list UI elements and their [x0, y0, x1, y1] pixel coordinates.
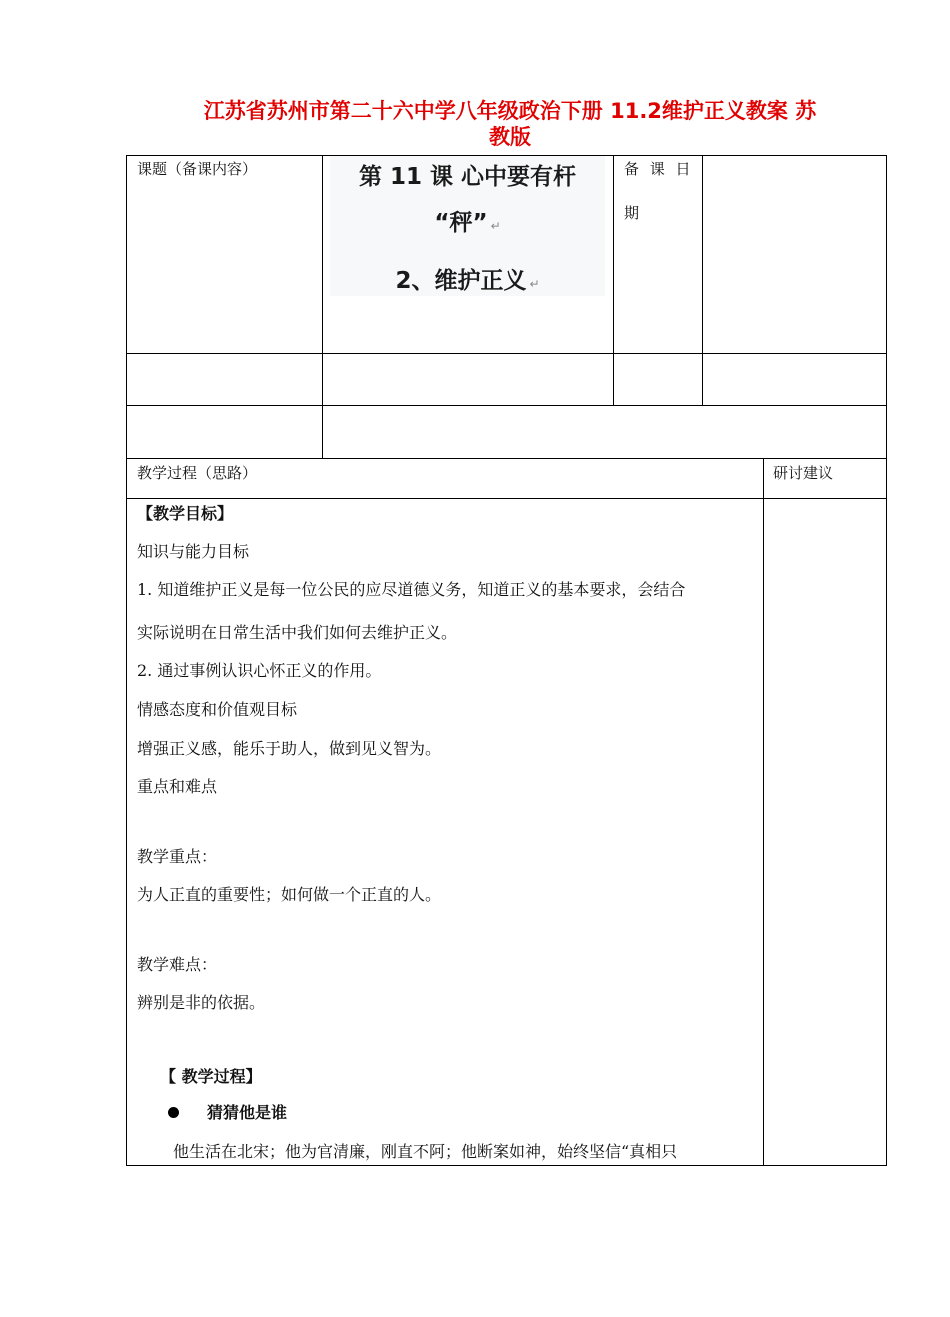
key-point-label: 教学重点：: [137, 847, 218, 866]
title-line-1: 江苏省苏州市第二十六中学八年级政治下册 11.2维护正义教案 苏: [203, 99, 817, 123]
table-rule: [126, 405, 887, 406]
bullet-icon: [168, 1107, 179, 1118]
objective-item-1-cont: 实际说明在日常生活中我们如何去维护正义。: [137, 623, 458, 642]
banner-line-1: [330, 162, 605, 192]
objective-item-2: 2. 通过事例认识心怀正义的作用。: [137, 661, 382, 680]
emotion-text: 增强正义感，能乐于助人，做到见义智为。: [137, 739, 442, 758]
table-rule: [126, 353, 887, 354]
banner-quote: “秤”: [434, 210, 488, 236]
difficult-point-label: 教学难点：: [137, 955, 218, 974]
banner-line-3: [330, 266, 605, 299]
banner-lesson-title: 第 11 课 心中要有杆: [358, 164, 577, 190]
table-border-bottom: [126, 1165, 887, 1166]
banner-line-2: [330, 208, 605, 241]
difficult-point-text: 辨别是非的依据。: [137, 993, 266, 1012]
title-line-2: 教版: [489, 125, 531, 149]
knowledge-heading: 知识与能力目标: [137, 542, 250, 561]
topic-label: 课题（备课内容）: [137, 160, 258, 178]
table-rule: [702, 155, 703, 405]
guess-heading: 猜猜他是谁: [207, 1103, 288, 1122]
table-rule: [613, 155, 614, 405]
story-text: 他生活在北宋；他为官清廉，刚直不阿；他断案如神，始终坚信“真相只: [173, 1142, 678, 1161]
lesson-title-banner: [330, 156, 605, 296]
key-difficult-heading: 重点和难点: [137, 777, 218, 796]
return-mark-icon: ↵: [529, 277, 540, 291]
return-mark-icon: ↵: [490, 219, 501, 233]
emotion-heading: 情感态度和价值观目标: [137, 700, 298, 719]
objective-item-1: 1. 知道维护正义是每一位公民的应尽道德义务，知道正义的基本要求，会结合: [137, 580, 686, 599]
table-border-right: [886, 155, 887, 1166]
objectives-heading: 【教学目标】: [137, 504, 234, 523]
prep-date-label-2: 期: [624, 204, 640, 222]
process-header: 教学过程（思路）: [137, 464, 258, 482]
table-rule: [322, 155, 323, 458]
table-rule: [763, 458, 764, 1166]
suggestion-header: 研讨建议: [773, 464, 834, 482]
prep-date-label: 备 课 日: [624, 160, 694, 178]
table-border-left: [126, 155, 127, 1166]
process-heading: 【 教学过程】: [160, 1067, 262, 1086]
key-point-text: 为人正直的重要性；如何做一个正直的人。: [137, 885, 442, 904]
banner-subtitle: 2、维护正义: [395, 268, 527, 294]
table-rule: [126, 458, 887, 459]
table-rule: [126, 498, 887, 499]
